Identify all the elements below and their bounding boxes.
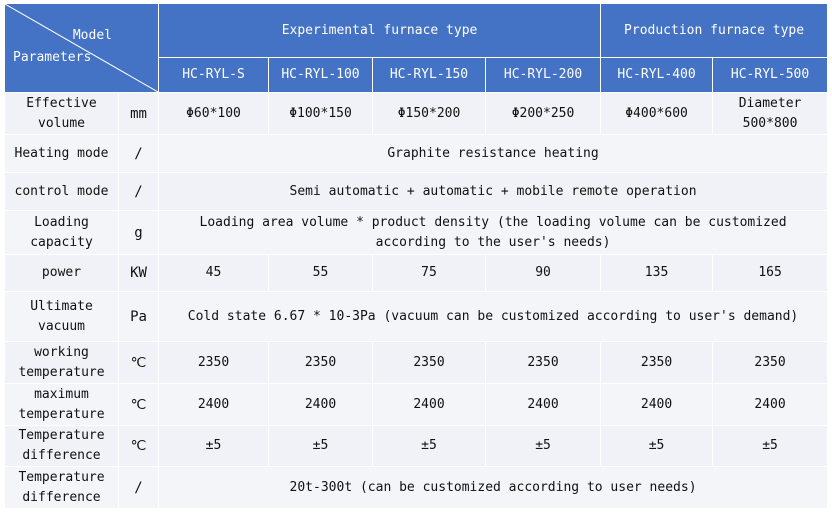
value-cell: 2350 xyxy=(601,342,713,384)
value-cell: 2400 xyxy=(601,384,713,426)
value-cell: Φ100*150 xyxy=(269,93,373,135)
table-row xyxy=(5,93,828,135)
param-name: Heating mode xyxy=(5,135,119,173)
param-unit: Pa xyxy=(119,292,159,342)
param-name: Loading capacity xyxy=(5,211,119,255)
parameters-label: Parameters xyxy=(13,50,92,65)
value-cell: 2400 xyxy=(373,384,486,426)
value-cell: 75 xyxy=(373,255,486,292)
param-name: working temperature xyxy=(5,342,119,384)
value-cell: 2350 xyxy=(486,342,601,384)
group-production: Production furnace type xyxy=(601,4,828,58)
value-cell: Φ60*100 xyxy=(159,93,269,135)
value-cell: ±5 xyxy=(159,426,269,467)
model-header: HC-RYL-150 xyxy=(373,58,486,93)
value-cell: ±5 xyxy=(601,426,713,467)
value-cell: Diameter 500*800 xyxy=(713,93,828,135)
param-name: Effective volume xyxy=(5,93,119,135)
param-unit: / xyxy=(119,173,159,211)
value-cell: 2400 xyxy=(486,384,601,426)
param-name: Ultimate vacuum xyxy=(5,292,119,342)
table-row xyxy=(5,292,828,342)
param-unit: / xyxy=(119,467,159,509)
value-cell: Φ400*600 xyxy=(601,93,713,135)
value-cell: 135 xyxy=(601,255,713,292)
param-unit: g xyxy=(119,211,159,255)
param-name: control mode xyxy=(5,173,119,211)
merged-value-cell: Cold state 6.67 * 10-3Pa (vacuum can be customized according to user's demand) xyxy=(159,292,828,342)
param-name: power xyxy=(5,255,119,292)
value-cell: 165 xyxy=(713,255,828,292)
value-cell: ±5 xyxy=(373,426,486,467)
table-row xyxy=(5,211,828,255)
model-header: HC-RYL-200 xyxy=(486,58,601,93)
value-cell: 2350 xyxy=(373,342,486,384)
spec-table xyxy=(4,3,828,509)
param-name: Temperature difference xyxy=(5,426,119,467)
param-unit: ℃ xyxy=(119,426,159,467)
value-cell: 2350 xyxy=(269,342,373,384)
header-corner-cell xyxy=(5,4,159,93)
merged-value-cell: Graphite resistance heating xyxy=(159,135,828,173)
group-experimental: Experimental furnace type xyxy=(159,4,601,58)
merged-value-cell: Semi automatic + automatic + mobile remote operation xyxy=(159,173,828,211)
merged-value-cell: 20t-300t (can be customized according to user needs) xyxy=(159,467,828,509)
value-cell: ±5 xyxy=(269,426,373,467)
value-cell: Φ150*200 xyxy=(373,93,486,135)
value-cell: 2400 xyxy=(269,384,373,426)
param-unit: ℃ xyxy=(119,384,159,426)
table-row xyxy=(5,426,828,467)
value-cell: 90 xyxy=(486,255,601,292)
value-cell: 2350 xyxy=(159,342,269,384)
param-unit: / xyxy=(119,135,159,173)
param-unit: KW xyxy=(119,255,159,292)
value-cell: ±5 xyxy=(486,426,601,467)
param-unit: mm xyxy=(119,93,159,135)
model-label: Model xyxy=(72,28,112,43)
param-unit: ℃ xyxy=(119,342,159,384)
table-row xyxy=(5,173,828,211)
table-row xyxy=(5,255,828,292)
value-cell: Φ200*250 xyxy=(486,93,601,135)
merged-value-cell: Loading area volume * product density (the loading volume can be customized according to the user's needs) xyxy=(159,211,828,255)
value-cell: ±5 xyxy=(713,426,828,467)
model-header: HC-RYL-S xyxy=(159,58,269,93)
model-header: HC-RYL-500 xyxy=(713,58,828,93)
table-row xyxy=(5,384,828,426)
param-name: Temperature difference xyxy=(5,467,119,509)
model-header: HC-RYL-400 xyxy=(601,58,713,93)
value-cell: 45 xyxy=(159,255,269,292)
value-cell: 2400 xyxy=(159,384,269,426)
table-row xyxy=(5,135,828,173)
table-row xyxy=(5,342,828,384)
param-name: maximum temperature xyxy=(5,384,119,426)
table-row xyxy=(5,467,828,509)
value-cell: 2350 xyxy=(713,342,828,384)
value-cell: 55 xyxy=(269,255,373,292)
value-cell: 2400 xyxy=(713,384,828,426)
model-header: HC-RYL-100 xyxy=(269,58,373,93)
